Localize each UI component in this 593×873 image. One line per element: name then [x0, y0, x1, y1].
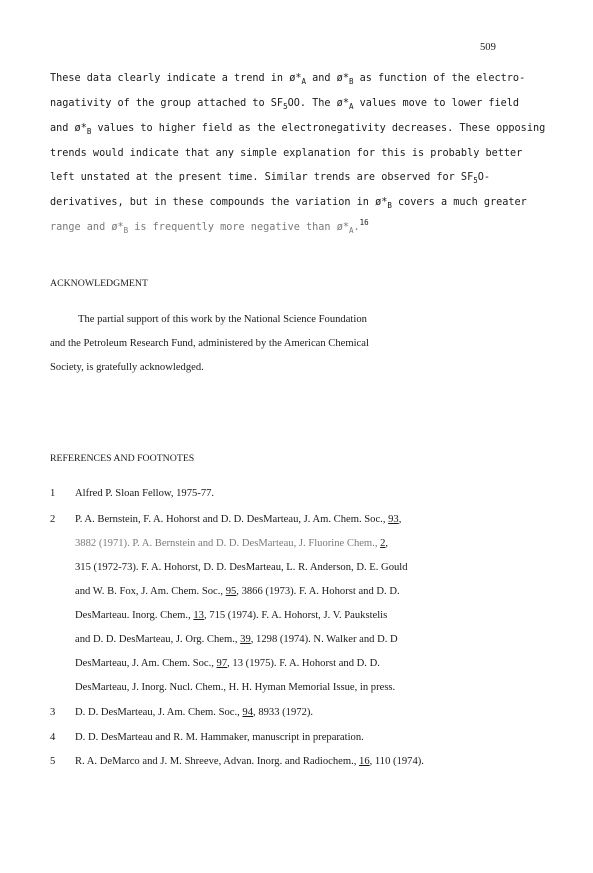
ref-number: 3: [50, 707, 56, 718]
para-line-1: [50, 73, 525, 84]
text: DesMarteau. Inorg. Chem.,: [75, 610, 194, 621]
text: nagativity of the group attached to SF: [50, 98, 284, 109]
ref-2-line-2: [75, 538, 388, 549]
text: as function of the electro-: [353, 73, 526, 84]
ref-2-line-5: [75, 610, 387, 621]
para-line-5: [50, 172, 490, 183]
subscript: A: [348, 226, 354, 235]
text: , 8933 (1972).: [253, 707, 314, 718]
references-heading: REFERENCES AND FOOTNOTES: [50, 453, 195, 464]
phi-symbol: ø: [74, 123, 81, 134]
text: is frequently more negative than: [128, 222, 337, 233]
para-line-2: [50, 98, 519, 109]
volume: 39: [240, 634, 251, 645]
text: , 715 (1974). F. A. Hohorst, J. V. Paukstelis: [203, 610, 388, 621]
text: .: [353, 222, 360, 233]
ref-2-line-1: [75, 514, 401, 525]
text: , 110 (1974).: [369, 756, 424, 767]
footnote-ref: 16: [359, 218, 369, 227]
ack-line-3: Society, is gratefully acknowledged.: [50, 362, 204, 373]
ack-line-1: The partial support of this work by the National Science Foundation: [78, 314, 367, 325]
text: R. A. DeMarco and J. M. Shreeve, Advan. Inorg. and Radiochem.,: [75, 756, 360, 767]
text: and W. B. Fox, J. Am. Chem. Soc.,: [75, 586, 226, 597]
phi-symbol: ø: [336, 98, 343, 109]
phi-symbol: ø: [111, 222, 118, 233]
text: P. A. Bernstein, F. A. Hohorst and D. D. DesMarteau, J. Am. Chem. Soc.,: [75, 514, 389, 525]
volume: 97: [216, 658, 228, 669]
subscript: A: [301, 77, 306, 86]
subscript: B: [387, 201, 392, 210]
text: left unstated at the present time. Similar trends are observed for SF: [50, 172, 474, 183]
ack-heading: ACKNOWLEDGMENT: [50, 278, 148, 289]
subscript: 5: [283, 102, 288, 111]
text: , 13 (1975). F. A. Hohorst and D. D.: [227, 658, 380, 669]
text: and: [50, 123, 75, 134]
ref-5: [75, 756, 424, 767]
ref-3: [75, 707, 313, 718]
text: ,: [398, 514, 402, 525]
page-number: 509: [480, 42, 496, 53]
phi-symbol: ø: [336, 222, 343, 233]
volume: 94: [242, 707, 254, 718]
volume: 2: [380, 538, 386, 549]
volume: 13: [193, 610, 204, 621]
subscript: B: [123, 226, 129, 235]
volume: 93: [388, 514, 399, 525]
ref-number: 4: [50, 732, 56, 743]
ref-4: D. D. DesMarteau and R. M. Hammaker, manuscript in preparation.: [75, 732, 364, 743]
ref-2-line-7: [75, 658, 380, 669]
subscript: B: [348, 77, 354, 86]
star: *: [117, 222, 124, 233]
ref-2-line-3: 315 (1972-73). F. A. Hohorst, D. D. DesMarteau, L. R. Anderson, D. E. Gould: [75, 562, 408, 573]
phi-symbol: ø: [336, 73, 343, 84]
text: D. D. DesMarteau, J. Am. Chem. Soc.,: [75, 707, 243, 718]
text: and D. D. DesMarteau, J. Org. Chem.,: [75, 634, 241, 645]
text: covers a much greater: [391, 197, 527, 208]
subscript: 5: [473, 176, 478, 185]
text: , 3866 (1973). F. A. Hohorst and D. D.: [236, 586, 400, 597]
subscript: B: [86, 127, 92, 136]
star: *: [295, 73, 302, 84]
star: *: [342, 98, 349, 109]
text: These data clearly indicate a trend in: [50, 73, 290, 84]
ref-number: 5: [50, 756, 56, 767]
star: *: [342, 73, 349, 84]
star: *: [80, 123, 87, 134]
phi-symbol: ø: [375, 197, 382, 208]
text: and: [306, 73, 337, 84]
volume: 95: [225, 586, 237, 597]
subscript: A: [348, 102, 354, 111]
para-line-6: [50, 197, 527, 208]
text: ,: [385, 538, 389, 549]
text: , 1298 (1974). N. Walker and D. D: [250, 634, 398, 645]
ref-1: Alfred P. Sloan Fellow, 1975-77.: [75, 488, 215, 499]
text: DesMarteau, J. Am. Chem. Soc.,: [75, 658, 217, 669]
para-line-3: [50, 123, 545, 134]
ref-2-line-4: [75, 586, 400, 597]
ref-2-line-6: [75, 634, 398, 645]
ref-number: 2: [50, 514, 56, 525]
text: range and: [50, 222, 112, 233]
volume: 16: [359, 756, 370, 767]
text: O-: [477, 172, 491, 183]
phi-symbol: ø: [289, 73, 296, 84]
ref-2-line-8: DesMarteau, J. Inorg. Nucl. Chem., H. H. Hyman Memorial Issue, in press.: [75, 682, 396, 693]
star: *: [381, 197, 388, 208]
para-line-7: [50, 218, 369, 235]
text: values move to lower field: [353, 98, 520, 109]
text: values to higher field as the electronegativity decreases. These opposing: [91, 123, 546, 134]
text: derivatives, but in these compounds the variation in: [50, 197, 376, 208]
ack-line-2: and the Petroleum Research Fund, administered by the American Chemical: [50, 338, 369, 349]
text: OO. The: [287, 98, 337, 109]
star: *: [342, 222, 349, 233]
para-line-4: trends would indicate that any simple explanation for this is probably better: [50, 148, 523, 159]
ref-number: 1: [50, 488, 56, 499]
text: 3882 (1971). P. A. Bernstein and D. D. DesMarteau, J. Fluorine Chem.,: [75, 538, 381, 549]
